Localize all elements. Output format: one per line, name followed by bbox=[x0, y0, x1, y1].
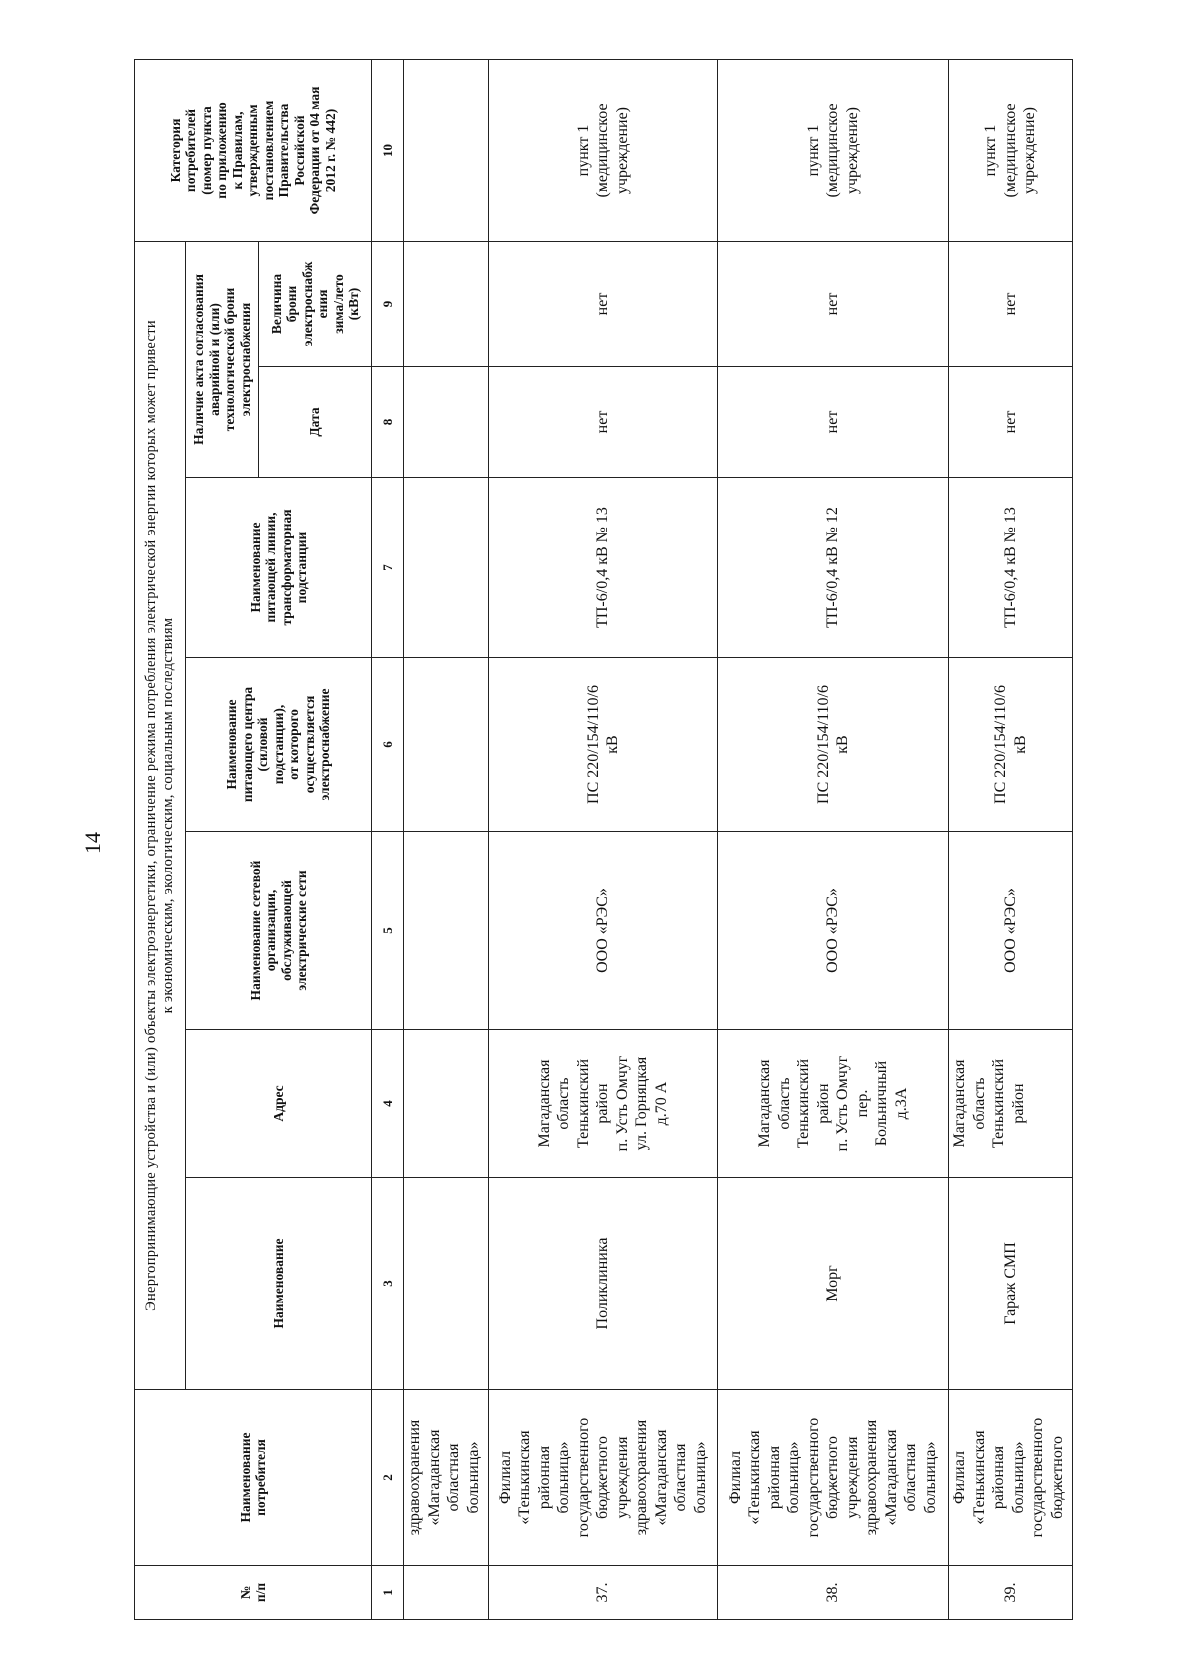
power-center: ПС 220/154/110/6 кВ bbox=[718, 658, 949, 832]
table-row-continued bbox=[404, 59, 489, 1619]
column-number: 9 bbox=[372, 241, 404, 366]
header-consumer-name: Наименование потребителя bbox=[135, 1390, 372, 1566]
category: пункт 1 (медицинское учреждение) bbox=[718, 59, 949, 241]
feeder: ТП-6/0,4 кВ № 12 bbox=[718, 478, 949, 658]
category: пункт 1 (медицинское учреждение) bbox=[489, 59, 718, 241]
reserve-value bbox=[404, 241, 489, 366]
network-org: ООО «РЭС» bbox=[949, 832, 1073, 1030]
header-act-date: Дата bbox=[259, 367, 372, 478]
column-number: 10 bbox=[372, 59, 404, 241]
column-number: 1 bbox=[372, 1566, 404, 1620]
act-date: нет bbox=[489, 367, 718, 478]
reserve-value: нет bbox=[489, 241, 718, 366]
feeder bbox=[404, 478, 489, 658]
header-reserve-value: Величина брони электроснабж ения зима/лето (кВт) bbox=[259, 241, 372, 366]
column-number: 7 bbox=[372, 478, 404, 658]
consumer-name: Филиал «Тенькинская районная больница» государственного бюджетного bbox=[949, 1390, 1073, 1566]
column-number: 4 bbox=[372, 1030, 404, 1178]
power-center: ПС 220/154/110/6 кВ bbox=[949, 658, 1073, 832]
feeder: ТП-6/0,4 кВ № 13 bbox=[489, 478, 718, 658]
category: пункт 1 (медицинское учреждение) bbox=[949, 59, 1073, 241]
address: Магаданская область Тенькинский район п. Усть Омчуг пер. Больничный д.3А bbox=[718, 1030, 949, 1178]
row-number: 37. bbox=[489, 1566, 718, 1620]
act-date bbox=[404, 367, 489, 478]
column-number: 2 bbox=[372, 1390, 404, 1566]
object-name bbox=[404, 1178, 489, 1390]
column-numbers-row bbox=[372, 59, 404, 1619]
consumers-table bbox=[134, 59, 1073, 1620]
object-name: Морг bbox=[718, 1178, 949, 1390]
act-date: нет bbox=[718, 367, 949, 478]
column-number: 6 bbox=[372, 658, 404, 832]
table-row bbox=[949, 59, 1073, 1619]
address bbox=[404, 1030, 489, 1178]
column-number: 3 bbox=[372, 1178, 404, 1390]
column-number: 8 bbox=[372, 367, 404, 478]
object-name: Поликлиника bbox=[489, 1178, 718, 1390]
header-network-org: Наименование сетевой организации, обслуживающей электрические сети bbox=[186, 832, 372, 1030]
consumer-name: Филиал «Тенькинская районная больница» государственного бюджетного учреждения здравоохранения «Магаданская областная больница» bbox=[718, 1390, 949, 1566]
header-row-sub bbox=[186, 59, 259, 1619]
header-category: Категория потребителей (номер пункта по приложению к Правилам, утвержденным постановлением Правительства Российской Федерации от 04 мая 2012 г. № 442) bbox=[135, 59, 372, 241]
network-org: ООО «РЭС» bbox=[489, 832, 718, 1030]
table-row bbox=[489, 59, 718, 1619]
header-address: Адрес bbox=[186, 1030, 372, 1178]
header-row-group bbox=[135, 59, 186, 1619]
power-center: ПС 220/154/110/6 кВ bbox=[489, 658, 718, 832]
category bbox=[404, 59, 489, 241]
act-date: нет bbox=[949, 367, 1073, 478]
network-org bbox=[404, 832, 489, 1030]
row-number: 39. bbox=[949, 1566, 1073, 1620]
object-name: Гараж СМП bbox=[949, 1178, 1073, 1390]
consumers-table-rotated bbox=[134, 60, 1072, 1620]
row-number: 38. bbox=[718, 1566, 949, 1620]
page-number: 14 bbox=[80, 832, 105, 854]
feeder: ТП-6/0,4 кВ № 13 bbox=[949, 478, 1073, 658]
table-row bbox=[718, 59, 949, 1619]
reserve-value: нет bbox=[718, 241, 949, 366]
address: Магаданская область Тенькинский район bbox=[949, 1030, 1073, 1178]
header-reserve-act-group: Наличие акта согласования аварийной и (или) технологической брони электроснабжения bbox=[186, 241, 259, 477]
header-power-center: Наименование питающего центра (силовой подстанции), от которого осуществляется электроснабжение bbox=[186, 658, 372, 832]
reserve-value: нет bbox=[949, 241, 1073, 366]
consumer-name: Филиал «Тенькинская районная больница» государственного бюджетного учреждения здравоохранения «Магаданская областная больница» bbox=[489, 1390, 718, 1566]
power-center bbox=[404, 658, 489, 832]
header-group-title: Энергопринимающие устройства и (или) объекты электроэнергетики, ограничение режима потребления электрической энергии которых может привести к экономическим, экологическим, социальным последствиям bbox=[135, 241, 186, 1389]
address: Магаданская область Тенькинский район п. Усть Омчуг ул. Горняцкая д.70 А bbox=[489, 1030, 718, 1178]
network-org: ООО «РЭС» bbox=[718, 832, 949, 1030]
header-object-name: Наименование bbox=[186, 1178, 372, 1390]
row-number bbox=[404, 1566, 489, 1620]
header-feeder: Наименование питающей линии, трансформаторная подстанции bbox=[186, 478, 372, 658]
consumer-name: здравоохранения «Магаданская областная больница» bbox=[404, 1390, 489, 1566]
header-number: № п/п bbox=[135, 1566, 372, 1620]
column-number: 5 bbox=[372, 832, 404, 1030]
